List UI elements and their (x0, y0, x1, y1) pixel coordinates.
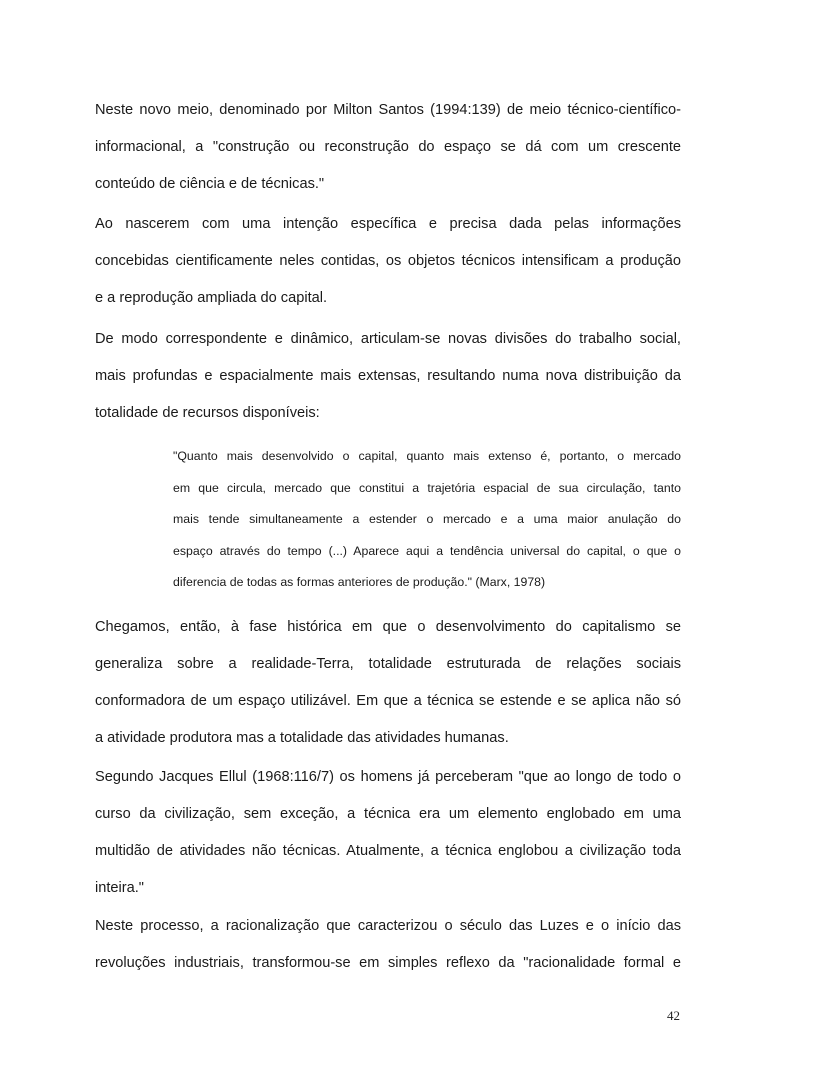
text-line: totalidade de recursos disponíveis: (95, 405, 320, 421)
text-line: revoluções industriais, transformou-se em simples reflexo da "racionalidade formal e (95, 955, 681, 971)
paragraph-1 (95, 92, 681, 203)
text-line: Neste novo meio, denominado por Milton Santos (1994:139) de meio técnico-científico- (95, 102, 681, 118)
text-line: conteúdo de ciência e de técnicas." (95, 176, 325, 192)
paragraph-5 (95, 759, 681, 907)
paragraph-4 (95, 609, 681, 757)
paragraph-6 (95, 908, 681, 982)
text-line: curso da civilização, sem exceção, a técnica era um elemento englobado em uma (95, 806, 681, 822)
quote-line: mais tende simultaneamente a estender o mercado e a uma maior anulação do (173, 512, 681, 526)
text-line: Chegamos, então, à fase histórica em que o desenvolvimento do capitalismo se (95, 619, 681, 635)
text-line: mais profundas e espacialmente mais extensas, resultando numa nova distribuição da (95, 368, 681, 384)
quote-line: diferencia de todas as formas anteriores de produção." (Marx, 1978) (173, 575, 546, 589)
text-line: concebidas cientificamente neles contidas, os objetos técnicos intensificam a produção (95, 253, 681, 269)
quote-line: espaço através do tempo (...) Aparece aqui a tendência universal do capital, o que o (173, 543, 681, 558)
text-line: a atividade produtora mas a totalidade das atividades humanas. (95, 730, 509, 746)
text-line: Segundo Jacques Ellul (1968:116/7) os homens já perceberam "que ao longo de todo o (95, 769, 681, 785)
text-line: inteira." (95, 880, 144, 896)
quote-line: em que circula, mercado que constitui a trajetória espacial de sua circulação, tanto (173, 480, 681, 495)
text-line: Neste processo, a racionalização que caracterizou o século das Luzes e o início das (95, 918, 681, 934)
text-line: conformadora de um espaço utilizável. Em que a técnica se estende e se aplica não só (95, 693, 681, 709)
block-quote (173, 441, 681, 599)
paragraph-3 (95, 321, 681, 432)
text-line: informacional, a "construção ou reconstrução do espaço se dá com um crescente (95, 139, 681, 155)
text-line: multidão de atividades não técnicas. Atualmente, a técnica englobou a civilização toda (95, 843, 681, 859)
text-line: Ao nascerem com uma intenção específica e precisa dada pelas informações (95, 216, 681, 232)
text-line: De modo correspondente e dinâmico, articulam-se novas divisões do trabalho social, (95, 331, 681, 347)
paragraph-2 (95, 206, 681, 317)
quote-line: "Quanto mais desenvolvido o capital, quanto mais extenso é, portanto, o mercado (173, 449, 681, 463)
text-line: e a reprodução ampliada do capital. (95, 290, 328, 306)
text-line: generaliza sobre a realidade-Terra, totalidade estruturada de relações sociais (95, 656, 681, 672)
page-number: 42 (667, 1008, 680, 1023)
